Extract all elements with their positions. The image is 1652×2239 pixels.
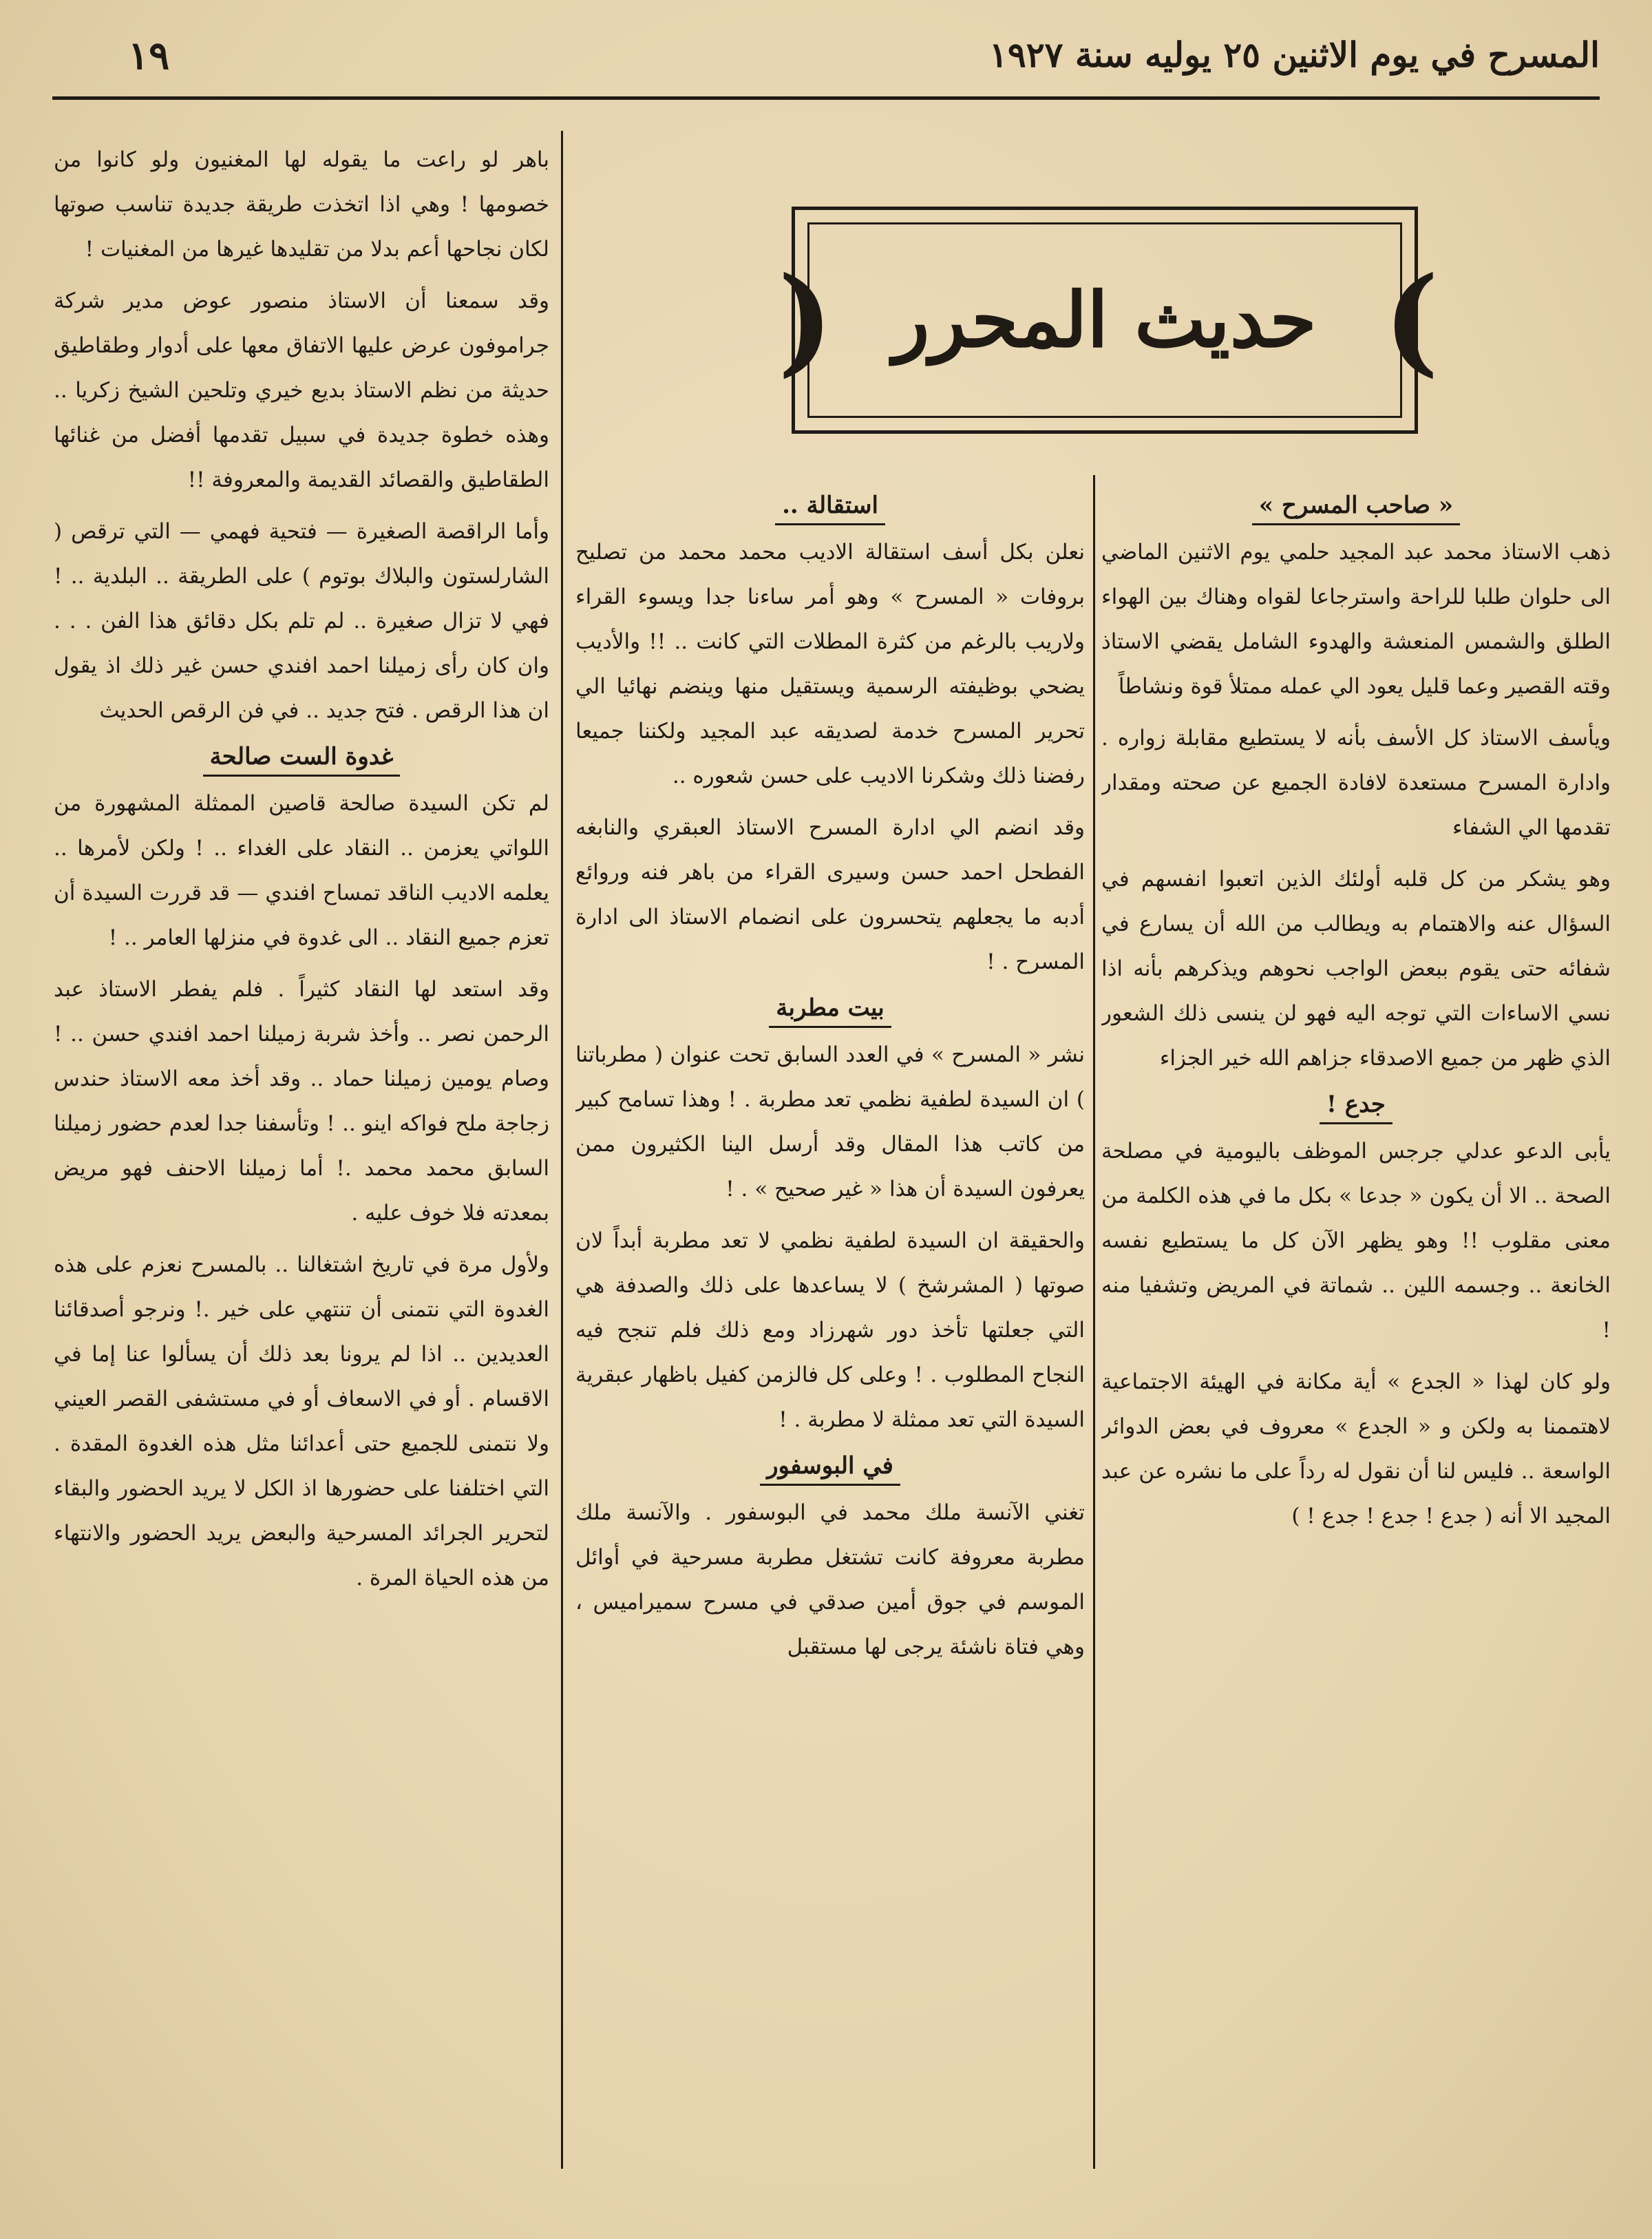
- column-left: [54, 138, 549, 2155]
- page-number: ١٩: [128, 33, 170, 78]
- heading-text: « صاحب المسرح »: [1252, 492, 1460, 525]
- column-center: [575, 482, 1085, 2176]
- title-ornament-right: ): [1384, 251, 1439, 389]
- heading-text: في البوسفور: [760, 1452, 900, 1486]
- paragraph: وهو يشكر من كل قلبه أولئك الذين اتعبوا انفسهم في السؤال عنه والاهتمام به ويطالب من الله أن يسارع في شفائه حتى يقوم ببعض الواجب نحوهم ويذكرهم بأنه اذا نسي الاساءات التي توجه اليه فهو لن ينسى ذلك الشعور الذي ظهر من جميع الاصدقاء جزاهم الله خير الجزاء: [1101, 867, 1611, 1071]
- title-ornament-left: (: [778, 251, 834, 389]
- section-heading: [54, 743, 549, 770]
- column-divider: [1093, 475, 1095, 2169]
- paragraph: وقد انضم الي ادارة المسرح الاستاذ العبقري والنابغه الفطحل احمد حسن وسيرى القراء من باهر فنه وروائع أدبه ما يجعلهم يتحسرون على انضمام الاستاذ الى ادارة المسرح . !: [575, 815, 1085, 974]
- paragraph: وأما الراقصة الصغيرة — فتحية فهمي — التي ترقص ( الشارلستون والبلاك بوتوم ) على الطريقة .. البلدية .. ! فهي لا تزال صغيرة .. لم تلم بكل دقائق هذا الفن . . . وان كان رأى زميلنا احمد افندي حسن غير ذلك اذ يقول ان هذا الرقص . فتح جديد .. في فن الرقص الحديث: [54, 519, 549, 723]
- section-heading: [575, 994, 1085, 1022]
- section-heading: [575, 492, 1085, 519]
- paragraph: تغني الآنسة ملك محمد في البوسفور . والآنسة ملك مطربة معروفة كانت تشتغل مطربة مسرحية في أوائل الموسم في جوق أمين صدقي في مسرح سميراميس ، وهي فتاة ناشئة يرجى لها مستقبل: [575, 1500, 1085, 1659]
- paragraph: ذهب الاستاذ محمد عبد المجيد حلمي يوم الاثنين الماضي الى حلوان طلبا للراحة واسترجاعا لقواه وهناك بين الهواء الطلق والشمس المنعشة والهدوء الشامل يقضي الاستاذ وقته القصير وعما قليل يعود الي عمله ممتلأ قوة ونشاطاً: [1101, 540, 1611, 699]
- column-right: [1101, 482, 1611, 2176]
- paragraph: وقد استعد لها النقاد كثيراً . فلم يفطر الاستاذ عبد الرحمن نصر .. وأخذ شربة زميلنا احمد افندي حسن .. ! وصام يومين زميلنا حماد .. وقد أخذ معه الاستاذ حندس زجاجة ملح فواكه اينو .. ! وتأسفنا جدا لعدم حضور زميلنا السابق محمد محمد .! أما زميلنا الاحنف فهو مريض بمعدته فلا خوف عليه .: [54, 977, 549, 1226]
- paragraph: باهر لو راعت ما يقوله لها المغنيون ولو كانوا من خصومها ! وهي اذا اتخذت طريقة جديدة تناسب صوتها لكان نجاحها أعم بدلا من تقليدها غيرها من المغنيات !: [54, 147, 549, 262]
- paragraph: ولأول مرة في تاريخ اشتغالنا .. بالمسرح نعزم على هذه الغدوة التي نتمنى أن تنتهي على خير .! ونرجو أصدقائنا العديدين .. اذا لم يرونا بعد ذلك أن يسألوا عنا إما في الاقسام . أو في الاسعاف أو في مستشفى القصر العيني ولا نتمنى للجميع حتى أعدائنا مثل هذه الغدوة المقدة . التي اختلفنا على حضورها اذ الكل لا يريد الحضور والبقاء لتحرير الجرائد المسرحية والبعض يريد الحضور والانتهاء من هذه الحياة المرة .: [54, 1252, 549, 1590]
- section-heading: [1101, 492, 1611, 519]
- header-title: المسرح في يوم الاثنين ٢٥ يوليه سنة ١٩٢٧: [989, 34, 1600, 75]
- paragraph: لم تكن السيدة صالحة قاصين الممثلة المشهورة من اللواتي يعزمن .. النقاد على الغداء .. ! ولكن لأمرها .. يعلمه الاديب الناقد تمساح افندي — قد قررت السيدة أن تعزم جميع النقاد .. الى غدوة في منزلها العامر .. !: [54, 791, 549, 950]
- heading-text: استقالة ..: [775, 492, 885, 525]
- header-rule: [52, 96, 1600, 100]
- section-heading: [575, 1452, 1085, 1480]
- paragraph: ويأسف الاستاذ كل الأسف بأنه لا يستطيع مقابلة زواره . وادارة المسرح مستعدة لافادة الجميع عن صحته ومقدار تقدمها الي الشفاء: [1101, 726, 1611, 840]
- page-header: [52, 28, 1600, 96]
- heading-text: جدع !: [1320, 1091, 1392, 1124]
- title-frame: [792, 207, 1418, 434]
- main-title: حديث المحرر: [893, 275, 1317, 364]
- paragraph: نشر « المسرح » في العدد السابق تحت عنوان ( مطرباتنا ) ان السيدة لطفية نظمي تعد مطربة . ! وهذا تسامح كبير من كاتب هذا المقال وقد أرسل الينا الكثيرون ممن يعرفون السيدة أن هذا « غير صحيح » . !: [575, 1042, 1085, 1201]
- section-heading: [1101, 1091, 1611, 1118]
- paragraph: ولو كان لهذا « الجدع » أية مكانة في الهيئة الاجتماعية لاهتممنا به ولكن و « الجدع » معروف في بعض الدوائر الواسعة .. فليس لنا أن نقول له رداً على ما نشره عن عبد المجيد الا أنه ( جدع ! جدع ! جدع ! ): [1101, 1369, 1611, 1528]
- paragraph: نعلن بكل أسف استقالة الاديب محمد محمد من تصليح بروفات « المسرح » وهو أمر ساءنا جدا ويسوء القراء ولاريب بالرغم من كثرة المطلات التي كانت .. !! والأديب يضحي بوظيفته الرسمية ويستقيل منها وينضم نهائيا الي تحرير المسرح خدمة لصديقه عبد المجيد ولكننا جميعا رفضنا ذلك وشكرنا الاديب على حسن شعوره ..: [575, 540, 1085, 788]
- paragraph: والحقيقة ان السيدة لطفية نظمي لا تعد مطربة أبداً لان صوتها ( المشرشخ ) لا يساعدها على ذلك والصدفة هي التي جعلتها تأخذ دور شهرزاد ومع ذلك فلم تنجح فيه النجاح المطلوب . ! وعلى كل فالزمن كفيل باظهار عبقرية السيدة التي تعد ممثلة لا مطربة . !: [575, 1228, 1085, 1432]
- paragraph: يأبى الدعو عدلي جرجس الموظف باليومية في مصلحة الصحة .. الا أن يكون « جدعا » بكل ما في هذه الكلمة من معنى مقلوب !! وهو يظهر الآن كل ما يستطيع نفسه الخانعة .. وجسمه اللين .. شماتة في المريض وتشفيا منه !: [1101, 1139, 1611, 1343]
- paragraph: وقد سمعنا أن الاستاذ منصور عوض مدير شركة جراموفون عرض عليها الاتفاق معها على أدوار وطقاطيق حديثة من نظم الاستاذ بديع خيري وتلحين الشيخ زكريا .. وهذه خطوة جديدة في سبيل تقدمها أفضل من غنائها الطقاطيق والقصائد القديمة والمعروفة !!: [54, 288, 549, 492]
- heading-text: بيت مطربة: [769, 994, 891, 1028]
- heading-text: غدوة الست صالحة: [203, 743, 401, 777]
- column-divider: [561, 131, 563, 2169]
